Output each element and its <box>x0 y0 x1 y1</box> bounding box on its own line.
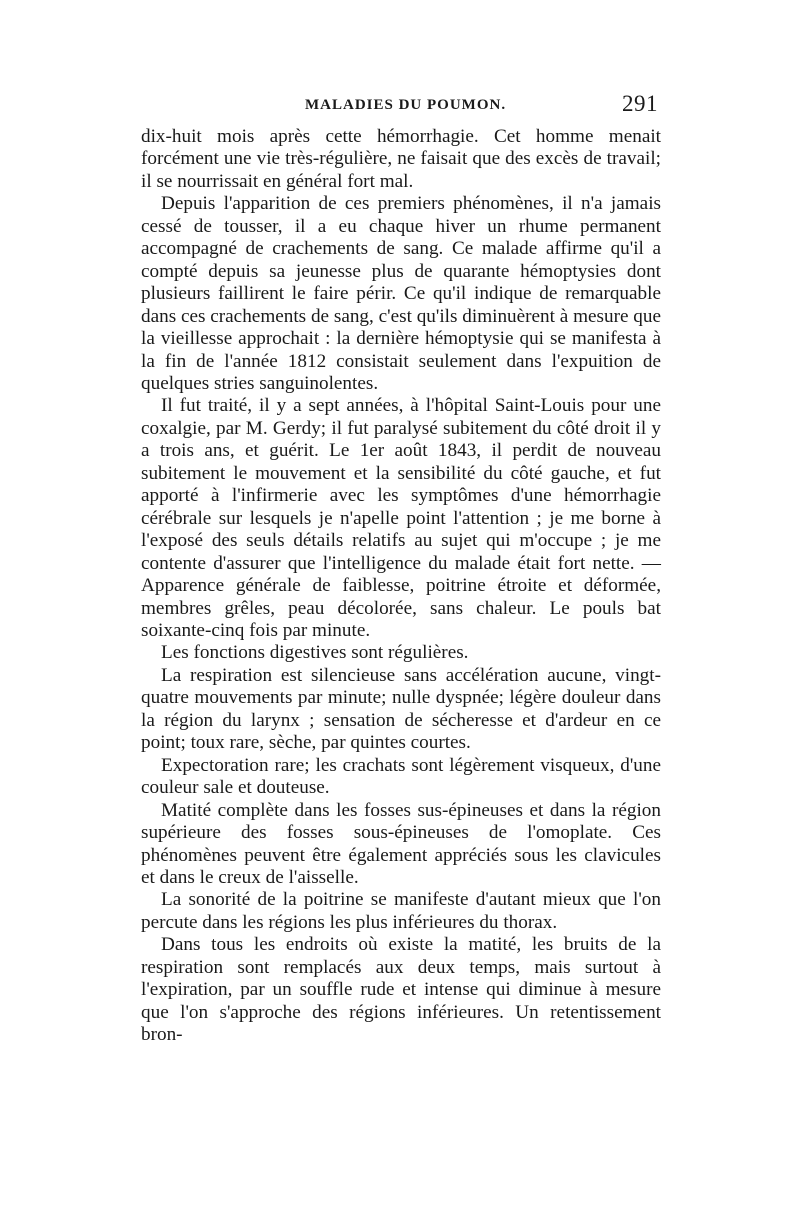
page-header <box>140 91 658 123</box>
paragraph-2: Depuis l'apparition de ces premiers phénomènes, il n'a jamais cessé de tousser, il a eu chaque hiver un rhume permanent accompagné de crachements de sang. Ce malade affirme qu'il a compté depuis sa jeunesse plus de quarante hémoptysies dont plusieurs faillirent le faire périr. Ce qu'il indique de remarquable dans ces crachements de sang, c'est qu'ils diminuèrent à mesure que la vieillesse approchait : la dernière hémoptysie qui se manifesta à la fin de l'année 1812 consistait seulement dans l'expuition de quelques stries sanguinolentes. <box>141 193 662 394</box>
paragraph-9: Dans tous les endroits où existe la matité, les bruits de la respiration sont remplacés aux deux temps, mais surtout à l'expiration, par un souffle rude et intense qui diminue à mesure que l'on s'approche des régions inférieures. Un retentissement bron- <box>141 934 661 1046</box>
running-head: MALADIES DU POUMON. <box>305 97 507 113</box>
page-number: 291 <box>622 91 658 116</box>
paragraph-8: La sonorité de la poitrine se manifeste d'autant mieux que l'on percute dans les régions les plus inférieures du thorax. <box>141 889 661 933</box>
paragraph-1: dix-huit mois après cette hémorrhagie. Cet homme menait forcément une vie très-régulière, ne faisait que des excès de travail; il se nourrissait en général fort mal. <box>141 126 661 192</box>
paragraph-4: Les fonctions digestives sont régulières. <box>161 642 469 664</box>
paragraph-6: Expectoration rare; les crachats sont légèrement visqueux, d'une couleur sale et douteuse. <box>141 754 661 799</box>
paragraph-7: Matité complète dans les fosses sus-épineuses et dans la région supérieure des fosses sous-épineuses de l'omoplate. Ces phénomènes peuvent être également appréciés sous les clavicules et dans le creux de l'aisselle. <box>141 799 661 888</box>
body-text <box>141 126 661 1047</box>
paragraph-3: Il fut traité, il y a sept années, à l'hôpital Saint-Louis pour une coxalgie, par M. Gerdy; il fut paralysé subitement du côté droit il y a trois ans, et guérit. Le 1er août 1843, il perdit de nouveau subitement le mouvement et la sensibilité du côté gauche, et fut apporté à l'infirmerie avec les symptômes d'une hémorrhagie cérébrale sur lesquels je n'apelle point l'attention ; je me borne à l'exposé des seuls détails relatifs au sujet qui m'occupe ; je me contente d'assurer que l'intelligence du malade était fort nette. — Apparence générale de faiblesse, poitrine étroite et déformée, membres grêles, peau décolorée, sans chaleur. Le pouls bat soixante-cinq fois par minute. <box>141 395 661 641</box>
paragraph-5: La respiration est silencieuse sans accélération aucune, vingt-quatre mouvements par minute; nulle dyspnée; légère douleur dans la région du larynx ; sensation de sécheresse et d'ardeur en ce point; toux rare, sèche, par quintes courtes. <box>141 664 661 754</box>
